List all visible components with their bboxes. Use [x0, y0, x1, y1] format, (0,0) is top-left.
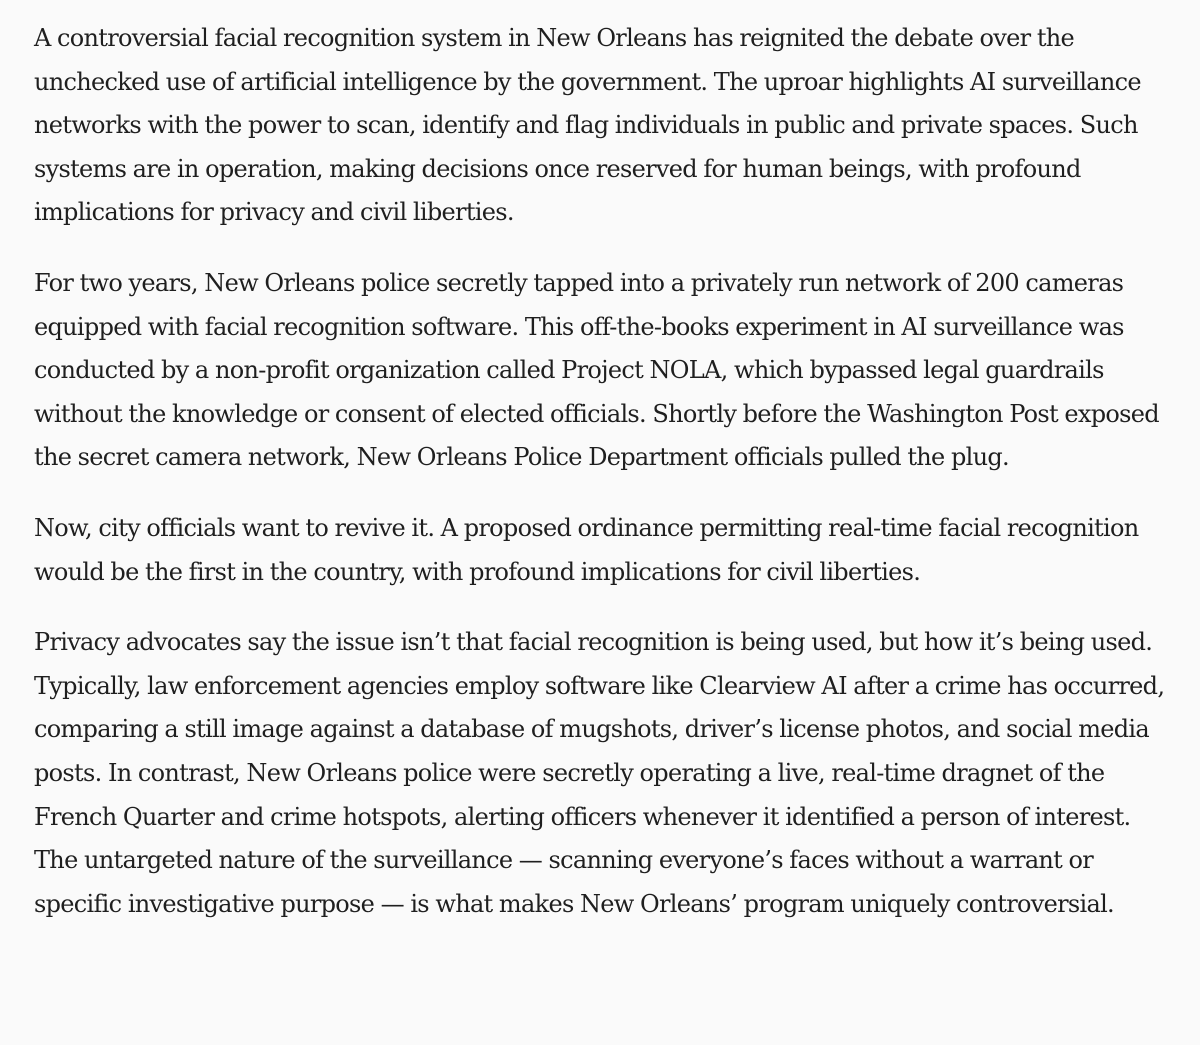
article-paragraph-3: Now, city officials want to revive it. A proposed ordinance permitting real-time facial recognition would be the first in the country, with profound implications for civil liberties. — [34, 513, 1139, 586]
article-paragraph-2: For two years, New Orleans police secretly tapped into a privately run network of 200 cameras equipped with facial recognition software. This off-the-books experiment in AI surveillance was conducted by a non-profit organization called Project NOLA, which bypassed legal guardrails without the knowledge or consent of elected officials. Shortly before the Washington Post exposed the secret camera network, New Orleans Police Department officials pulled the plug. — [34, 268, 1159, 472]
article-paragraph-4: Privacy advocates say the issue isn’t that facial recognition is being used, but how it’s being used. Typically, law enforcement agencies employ software like Clearview AI after a crime has occurred, comparing a still image against a database of mugshots, driver’s license photos, and social media posts. In contrast, New Orleans police were secretly operating a live, real-time dragnet of the French Quarter and crime hotspots, alerting officers whenever it identified a person of interest. The untargeted nature of the surveillance — scanning everyone’s faces without a warrant or specific investigative purpose — is what makes New Orleans’ program uniquely controversial. — [34, 628, 1165, 918]
article-paragraph-1: A controversial facial recognition system in New Orleans has reignited the debate over the unchecked use of artificial intelligence by the government. The uproar highlights AI surveillance networks with the power to scan, identify and flag individuals in public and private spaces. Such systems are in operation, making decisions once reserved for human beings, with profound implications for privacy and civil liberties. — [34, 24, 1141, 227]
